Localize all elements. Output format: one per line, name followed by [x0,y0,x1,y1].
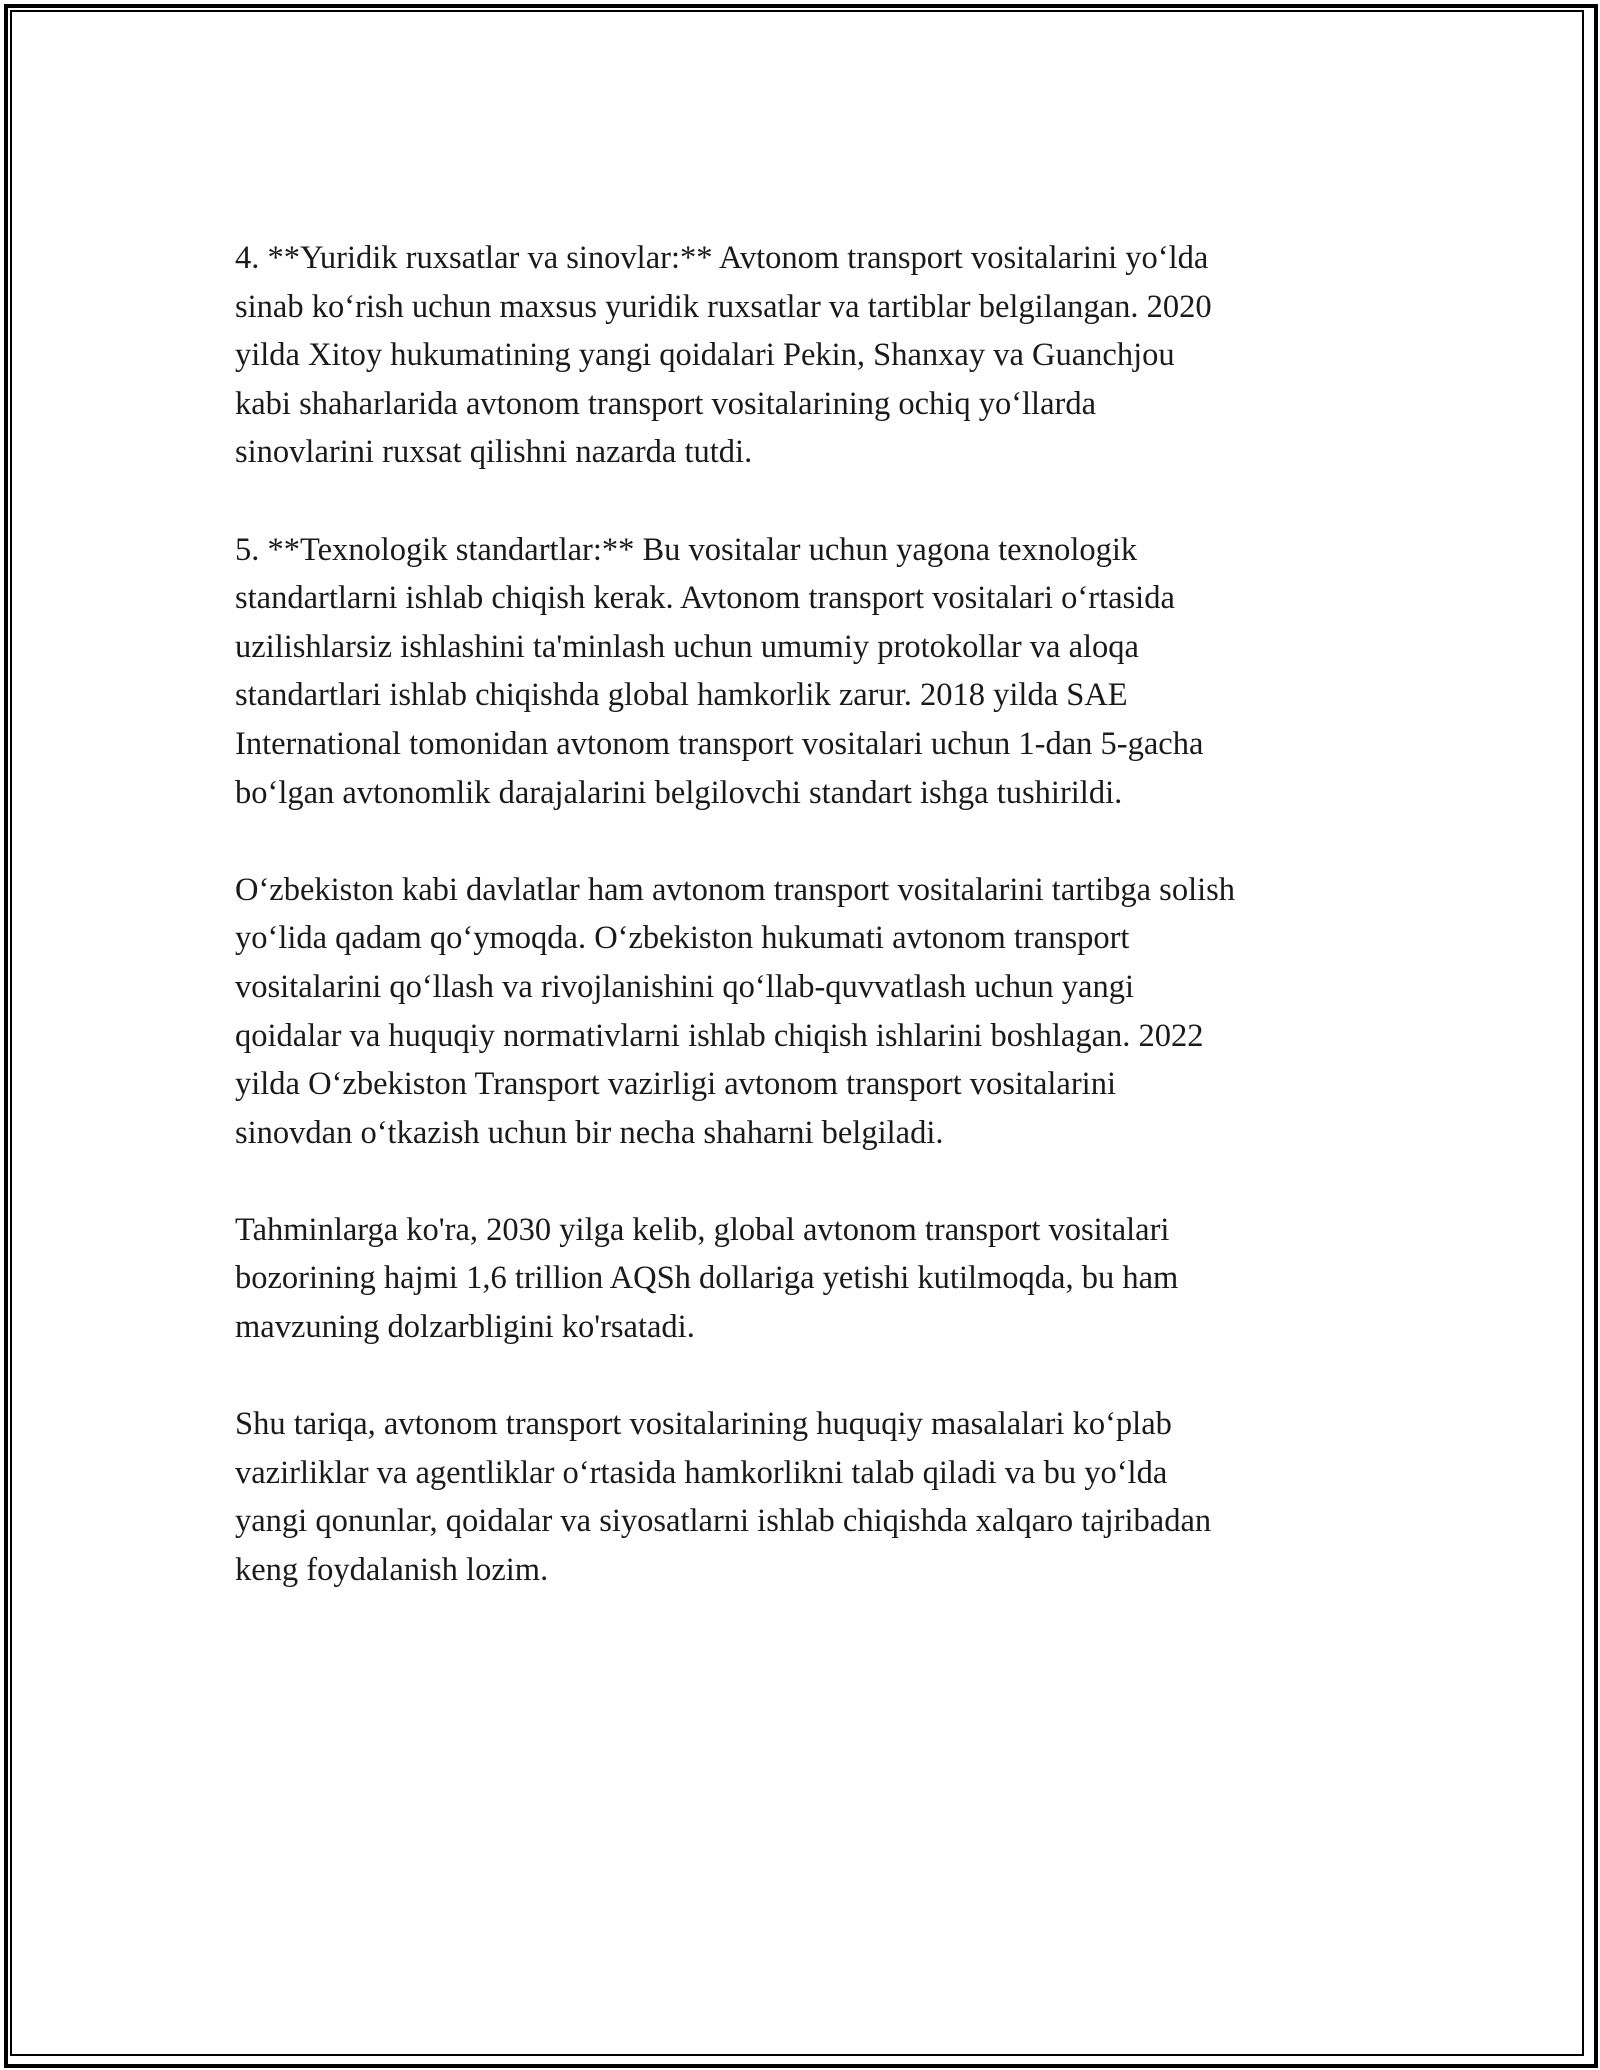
paragraph-tech-standards: 5. **Texnologik standartlar:** Bu vositalar uchun yagona texnologik standartlarni ishlab chiqish kerak. Avtonom transport vositalari oʻrtasida uzilishlarsiz ishlashini ta'minlash uchun umumiy protokollar va aloqa standartlari ishlab chiqishda global hamkorlik zarur. 2018 yilda SAE International tomonidan avtonom transport vositalari uchun 1-dan 5-gacha boʻlgan avtonomlik darajalarini belgilovchi standart ishga tushirildi. [235,531,1204,811]
paragraph-conclusion: Shu tariqa, avtonom transport vositalarining huquqiy masalalari koʻplab vazirliklar va agentliklar oʻrtasida hamkorlikni talab qiladi va bu yoʻlda yangi qonunlar, qoidalar va siyosatlarni ishlab chiqishda xalqaro tajribadan keng foydalanish lozim. [235,1406,1212,1589]
document-body [235,234,1375,1643]
paragraph-legal-permits: 4. **Yuridik ruxsatlar va sinovlar:** Avtonom transport vositalarini yoʻlda sinab koʻrish uchun maxsus yuridik ruxsatlar va tartiblar belgilangan. 2020 yilda Xitoy hukumatining yangi qoidalari Pekin, Shanxay va Guanchjou kabi shaharlarida avtonom transport vositalarining ochiq yoʻllarda sinovlarini ruxsat qilishni nazarda tutdi. [235,240,1212,471]
paragraph-market-forecast: Tahminlarga ko'ra, 2030 yilga kelib, global avtonom transport vositalari bozorining hajmi 1,6 trillion AQSh dollariga yetishi kutilmoqda, bu ham mavzuning dolzarbligini ko'rsatadi. [235,1211,1179,1346]
paragraph-uzbekistan: Oʻzbekiston kabi davlatlar ham avtonom transport vositalarini tartibga solish yoʻlida qadam qoʻymoqda. Oʻzbekiston hukumati avtonom transport vositalarini qoʻllash va rivojlanishini qoʻllab-quvvatlash uchun yangi qoidalar va huquqiy normativlarni ishlab chiqish ishlarini boshlagan. 2022 yilda Oʻzbekiston Transport vazirligi avtonom transport vositalarini sinovdan oʻtkazish uchun bir necha shaharni belgiladi. [235,871,1236,1151]
